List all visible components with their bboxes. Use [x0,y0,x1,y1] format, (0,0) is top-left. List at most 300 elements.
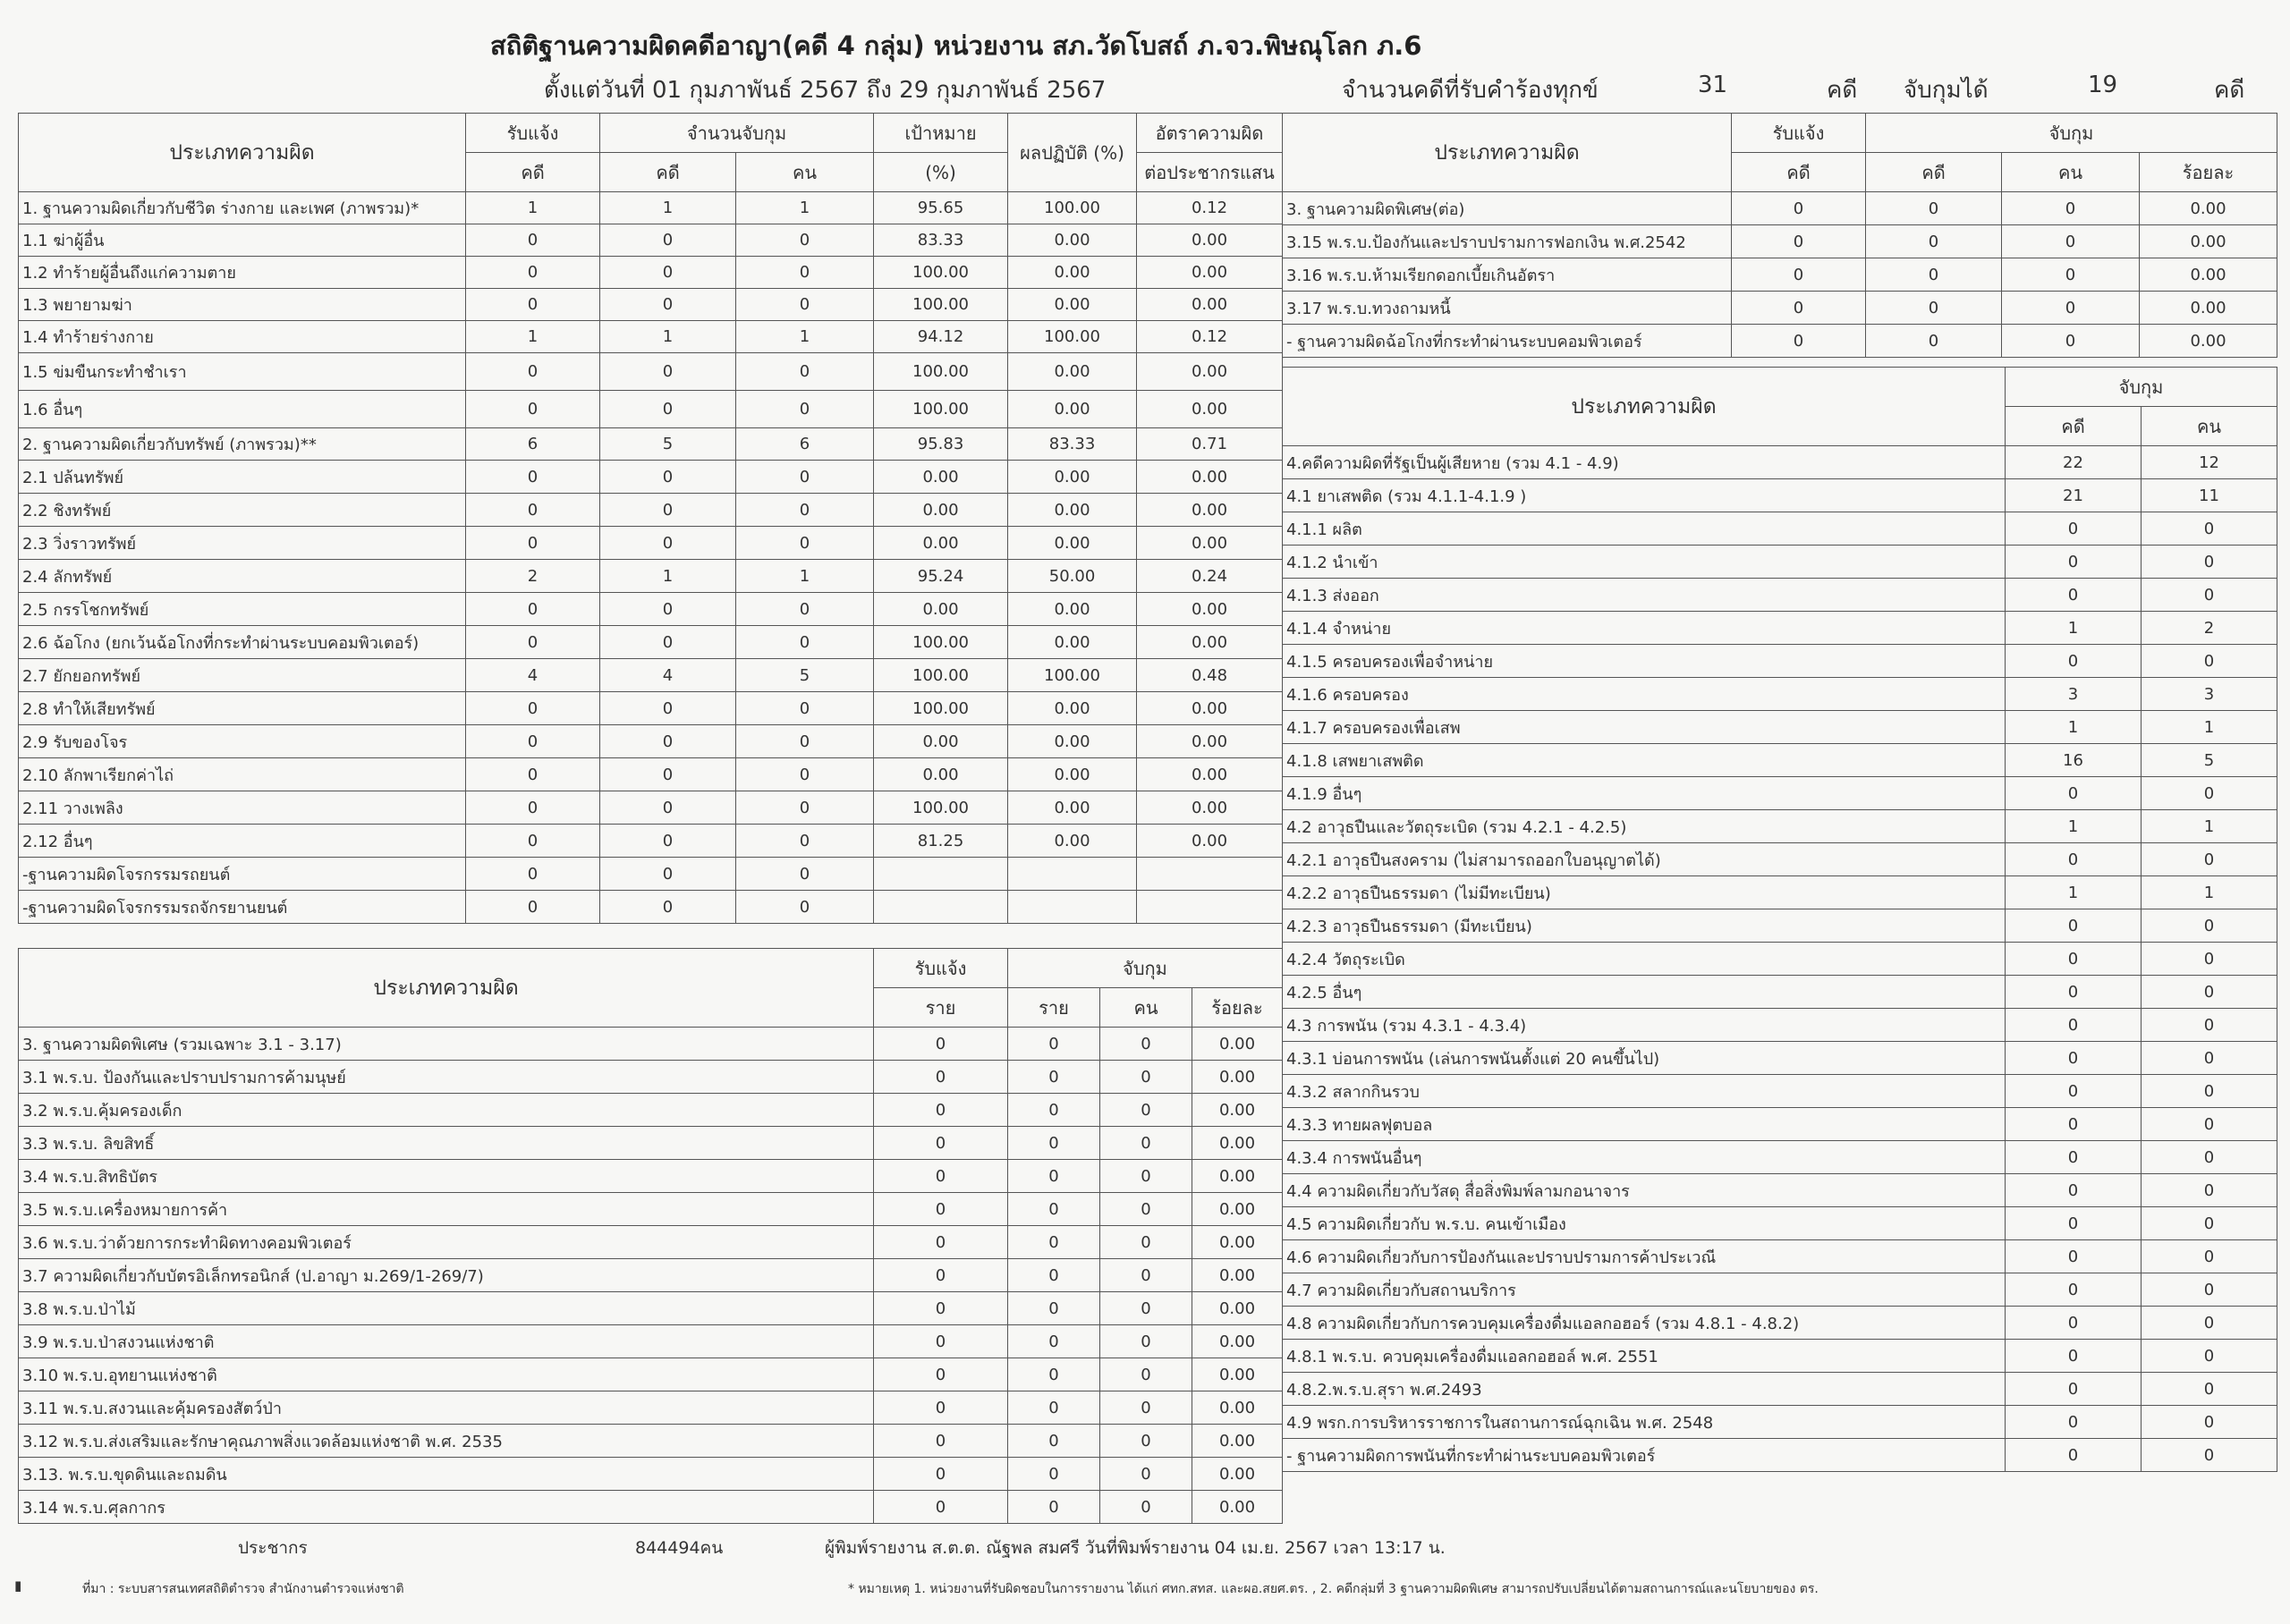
reported-cases-cell: 0 [1732,192,1866,225]
table-row [19,858,1283,891]
arrest-cases-cell: 0 [2006,976,2142,1009]
arrest-cases-cell: 0 [600,527,736,560]
reported-cell: 0 [874,1226,1008,1259]
arrest-cases-cell: 0 [600,494,736,527]
arrest-persons-cell: 0 [1100,1458,1192,1491]
crime-type-cell: 3.16 พ.ร.บ.ห้ามเรียกดอกเบี้ยเกินอัตรา [1283,258,1732,292]
table-row [1283,446,2277,479]
target-pct-cell: 0.00 [874,758,1008,791]
target-pct-cell: 95.65 [874,192,1008,224]
reported-cases-cell: 0 [466,257,600,289]
crime-type-cell: 4.1.7 ครอบครองเพื่อเสพ [1283,711,2006,744]
arrest-cases-cell: 0 [2006,1174,2142,1207]
arrest-cases-cell: 16 [2006,744,2142,777]
arrest-persons-cell: 0 [736,791,874,825]
crime-type-cell: 3.3 พ.ร.บ. ลิขสิทธิ์ [19,1127,874,1160]
t4-header-type: ประเภทความผิด [1283,368,2006,446]
table-row [19,1061,1283,1094]
crime-type-cell: - ฐานความผิดการพนันที่กระทำผ่านระบบคอมพิวเตอร์ [1283,1439,2006,1472]
rate-cell: 0.00 [1137,494,1283,527]
arrest-cell: 0 [1008,1391,1100,1425]
arrest-persons-cell: 0 [2142,1240,2277,1273]
rate-cell [1137,858,1283,891]
reported-cases-cell: 0 [466,289,600,321]
arrest-pct-cell: 0.00 [1192,1491,1283,1524]
crime-type-cell: - ฐานความผิดฉ้อโกงที่กระทำผ่านระบบคอมพิวเตอร์ [1283,325,1732,358]
t3-header-reported: รับแจ้ง [1732,114,1866,153]
t3-sub-person: คน [2002,153,2140,192]
crime-type-cell: 2.11 วางเพลิง [19,791,466,825]
arrest-cases-cell: 1 [600,560,736,593]
table-row [1283,943,2277,976]
t3-header-arrest: จับกุม [1866,114,2277,153]
table-row [19,659,1283,692]
crime-type-cell: 3.7 ความผิดเกี่ยวกับบัตรอิเล็กทรอนิกส์ (ป.อาญา ม.269/1-269/7) [19,1259,874,1292]
crime-type-cell: 4.2.1 อาวุธปืนสงคราม (ไม่สามารถออกใบอนุญาตได้) [1283,843,2006,876]
arrest-persons-cell: 0 [1100,1391,1192,1425]
crime-type-cell: 3. ฐานความผิดพิเศษ (รวมเฉพาะ 3.1 - 3.17) [19,1028,874,1061]
reported-cell: 0 [874,1425,1008,1458]
table-row [1283,909,2277,943]
reported-cell: 0 [874,1061,1008,1094]
footnote: * หมายเหตุ 1. หน่วยงานที่รับผิดชอบในการรายงาน ได้แก่ ศทก.สทส. และผอ.สยศ.ตร. , 2. คดีกลุ่มที่ 3 ฐานความผิดพิเศษ สามารถปรับเปลี่ยนได้ตามสถานการณ์และนโยบายของ ตร. [848,1582,1819,1596]
arrest-cases-cell: 0 [600,692,736,725]
arrest-persons-cell: 0 [2142,1439,2277,1472]
pin-icon: ▮ [14,1577,22,1594]
target-pct-cell: 0.00 [874,593,1008,626]
crime-type-cell: 1.2 ทำร้ายผู้อื่นถึงแก่ความตาย [19,257,466,289]
table-row [1283,258,2277,292]
crime-type-cell: 4.2.3 อาวุธปืนธรรมดา (มีทะเบียน) [1283,909,2006,943]
crime-type-cell: 4.1.5 ครอบครองเพื่อจำหน่าย [1283,645,2006,678]
arrest-cell: 0 [1008,1491,1100,1524]
arrest-pct-cell: 0.00 [2140,325,2277,358]
population-label: ประชากร [238,1538,308,1558]
result-pct-cell: 0.00 [1008,527,1137,560]
arrest-persons-cell: 0 [1100,1127,1192,1160]
arrest-cases-cell: 1 [2006,876,2142,909]
arrest-persons-cell: 0 [1100,1358,1192,1391]
table-row [19,1259,1283,1292]
arrest-persons-cell: 0 [2142,546,2277,579]
arrest-pct-cell: 0.00 [1192,1325,1283,1358]
table-row [19,725,1283,758]
table-row [1283,1042,2277,1075]
table-row [19,321,1283,353]
table-row [1283,1174,2277,1207]
crime-type-cell: 3. ฐานความผิดพิเศษ(ต่อ) [1283,192,1732,225]
arrest-cases-cell: 1 [2006,810,2142,843]
target-pct-cell: 100.00 [874,289,1008,321]
arrest-persons-cell: 0 [2142,1373,2277,1406]
arrest-persons-cell: 0 [1100,1425,1192,1458]
reported-cases-cell: 0 [466,858,600,891]
arrest-cases-cell: 0 [2006,777,2142,810]
arrest-cell: 0 [1008,1160,1100,1193]
arrest-persons-cell: 0 [2142,976,2277,1009]
target-pct-cell: 83.33 [874,224,1008,257]
table-row [1283,292,2277,325]
table-row [1283,1207,2277,1240]
crime-type-cell: 4.2.5 อื่นๆ [1283,976,2006,1009]
result-pct-cell: 0.00 [1008,494,1137,527]
reported-cases-cell: 0 [466,758,600,791]
rate-cell: 0.00 [1137,391,1283,428]
target-pct-cell: 94.12 [874,321,1008,353]
arrest-cases-cell: 22 [2006,446,2142,479]
crime-type-cell: 4.1.9 อื่นๆ [1283,777,2006,810]
arrest-persons-cell: 0 [736,825,874,858]
reported-cases-cell: 0 [1732,292,1866,325]
reported-cell: 0 [874,1325,1008,1358]
table-row [1283,479,2277,512]
crime-type-cell: 3.15 พ.ร.บ.ป้องกันและปราบปรามการฟอกเงิน พ.ศ.2542 [1283,225,1732,258]
table-row [1283,579,2277,612]
crime-type-cell: 4.2 อาวุธปืนและวัตถุระเบิด (รวม 4.2.1 - 4.2.5) [1283,810,2006,843]
rate-cell: 0.00 [1137,353,1283,391]
table-row [19,1028,1283,1061]
arrest-persons-cell: 0 [2142,1207,2277,1240]
arrest-pct-cell: 0.00 [1192,1193,1283,1226]
arrest-persons-cell: 11 [2142,479,2277,512]
arrest-cases-cell: 0 [2006,1207,2142,1240]
target-pct-cell: 100.00 [874,692,1008,725]
table-row [1283,711,2277,744]
crime-type-cell: 4.1.8 เสพยาเสพติด [1283,744,2006,777]
t1-header-type: ประเภทความผิด [19,114,466,192]
t3-header-type: ประเภทความผิด [1283,114,1732,192]
arrest-persons-cell: 0 [1100,1193,1192,1226]
arrest-cases-cell: 0 [1866,258,2002,292]
arrest-persons-cell: 0 [2142,645,2277,678]
result-pct-cell: 0.00 [1008,289,1137,321]
arrest-persons-cell: 5 [736,659,874,692]
table-row [19,428,1283,461]
t4-sub-case: คดี [2006,407,2142,446]
crime-type-cell: 2.1 ปล้นทรัพย์ [19,461,466,494]
crime-type-cell: 4.1.2 นำเข้า [1283,546,2006,579]
arrest-cell: 0 [1008,1193,1100,1226]
arrest-cases-cell: 0 [600,593,736,626]
table-row [19,1226,1283,1259]
crime-type-cell: 3.5 พ.ร.บ.เครื่องหมายการค้า [19,1193,874,1226]
arrest-persons-cell: 0 [736,289,874,321]
arrest-cases-cell: 0 [600,289,736,321]
crime-type-cell: 2.9 รับของโจร [19,725,466,758]
crime-type-cell: 4.1.3 ส่งออก [1283,579,2006,612]
result-pct-cell [1008,858,1137,891]
arrest-cases-cell: 0 [2006,1009,2142,1042]
arrest-cases-cell: 0 [2006,546,2142,579]
arrest-persons-cell: 0 [1100,1061,1192,1094]
arrest-persons-cell: 0 [2142,1009,2277,1042]
rate-cell: 0.00 [1137,692,1283,725]
crime-type-cell: 4.5 ความผิดเกี่ยวกับ พ.ร.บ. คนเข้าเมือง [1283,1207,2006,1240]
crime-type-cell: 3.14 พ.ร.บ.ศุลกากร [19,1491,874,1524]
arrest-persons-cell: 0 [736,527,874,560]
reported-cases-cell: 4 [466,659,600,692]
t3-sub-case: คดี [1866,153,2002,192]
reported-cases-cell: 0 [1732,225,1866,258]
crime-type-cell: 4.6 ความผิดเกี่ยวกับการป้องกันและปราบปรามการค้าประเวณี [1283,1240,2006,1273]
complaints-label: จำนวนคดีที่รับคำร้องทุกข์ [1342,77,1599,104]
table-row [19,1193,1283,1226]
result-pct-cell [1008,891,1137,924]
arrest-persons-cell: 0 [1100,1292,1192,1325]
crime-type-cell: 3.13. พ.ร.บ.ขุดดินและถมดิน [19,1458,874,1491]
rate-cell: 0.12 [1137,192,1283,224]
table-crime-groups-1-2 [18,113,1283,924]
table-row [1283,1373,2277,1406]
arrest-cases-cell: 0 [2006,1406,2142,1439]
complaints-value: 31 [1698,72,1728,98]
table-row [1283,546,2277,579]
crime-type-cell: 2. ฐานความผิดเกี่ยวกับทรัพย์ (ภาพรวม)** [19,428,466,461]
arrest-cases-cell: 1 [2006,612,2142,645]
reported-cases-cell: 0 [1732,258,1866,292]
result-pct-cell: 0.00 [1008,725,1137,758]
crime-type-cell: 3.4 พ.ร.บ.สิทธิบัตร [19,1160,874,1193]
arrest-pct-cell: 0.00 [1192,1425,1283,1458]
table-row [19,1292,1283,1325]
crime-type-cell: 3.6 พ.ร.บ.ว่าด้วยการกระทำผิดทางคอมพิวเตอร์ [19,1226,874,1259]
arrest-pct-cell: 0.00 [2140,292,2277,325]
rate-cell: 0.00 [1137,289,1283,321]
reported-cases-cell: 1 [466,321,600,353]
table-row [19,593,1283,626]
table-row [19,224,1283,257]
arrest-cases-cell: 0 [600,353,736,391]
table-row [1283,777,2277,810]
result-pct-cell: 100.00 [1008,659,1137,692]
crime-type-cell: 4.1.4 จำหน่าย [1283,612,2006,645]
arrest-persons-cell: 0 [2002,192,2140,225]
crime-type-cell: 2.5 กรรโชกทรัพย์ [19,593,466,626]
reported-cases-cell: 0 [466,527,600,560]
arrest-persons-cell: 3 [2142,678,2277,711]
crime-type-cell: 4.2.4 วัตถุระเบิด [1283,943,2006,976]
result-pct-cell: 83.33 [1008,428,1137,461]
reported-cases-cell: 2 [466,560,600,593]
arrest-pct-cell: 0.00 [1192,1061,1283,1094]
arrest-cases-cell: 5 [600,428,736,461]
table-row [1283,1108,2277,1141]
arrest-cases-cell: 4 [600,659,736,692]
arrest-persons-cell: 0 [2142,1075,2277,1108]
table-row [1283,744,2277,777]
t2-sub-raai: ราย [1008,988,1100,1028]
arrest-persons-cell: 0 [2142,843,2277,876]
target-pct-cell: 95.24 [874,560,1008,593]
arrest-pct-cell: 0.00 [1192,1292,1283,1325]
rate-cell: 0.00 [1137,257,1283,289]
target-pct-cell [874,891,1008,924]
arrest-persons-cell: 0 [2002,258,2140,292]
arrest-cell: 0 [1008,1061,1100,1094]
arrest-cell: 0 [1008,1358,1100,1391]
arrest-cell: 0 [1008,1292,1100,1325]
t1-sub-case: คดี [466,153,600,192]
target-pct-cell: 100.00 [874,791,1008,825]
target-pct-cell: 100.00 [874,626,1008,659]
result-pct-cell: 0.00 [1008,593,1137,626]
rate-cell: 0.00 [1137,224,1283,257]
arrest-persons-cell: 5 [2142,744,2277,777]
crime-type-cell: 4.3.2 สลากกินรวบ [1283,1075,2006,1108]
crime-type-cell: 2.10 ลักพาเรียกค่าไถ่ [19,758,466,791]
arrest-persons-cell: 0 [2142,1042,2277,1075]
arrest-cell: 0 [1008,1226,1100,1259]
table-row [1283,1340,2277,1373]
table-row [1283,1406,2277,1439]
arrest-cases-cell: 0 [600,825,736,858]
t3-sub-pct: ร้อยละ [2140,153,2277,192]
rate-cell: 0.00 [1137,461,1283,494]
t1-header-result: ผลปฏิบัติ (%) [1008,114,1137,192]
arrest-persons-cell: 0 [736,891,874,924]
reported-cases-cell: 0 [466,891,600,924]
reported-cases-cell: 0 [466,725,600,758]
arrest-persons-cell: 0 [1100,1094,1192,1127]
reported-cases-cell: 0 [466,391,600,428]
arrest-persons-cell: 6 [736,428,874,461]
arrest-cases-cell: 0 [2006,1042,2142,1075]
table-row [1283,612,2277,645]
arrest-persons-cell: 0 [2002,292,2140,325]
table-row [19,626,1283,659]
target-pct-cell: 81.25 [874,825,1008,858]
arrest-persons-cell: 1 [2142,711,2277,744]
result-pct-cell: 0.00 [1008,461,1137,494]
table-row [19,1391,1283,1425]
arrest-persons-cell: 1 [736,192,874,224]
arrest-persons-cell: 0 [736,461,874,494]
t1-sub-case: คดี [600,153,736,192]
table-row [1283,1273,2277,1307]
target-pct-cell: 0.00 [874,725,1008,758]
arrest-cases-cell: 0 [1866,292,2002,325]
arrest-pct-cell: 0.00 [1192,1127,1283,1160]
reported-cases-cell: 0 [1732,325,1866,358]
arrest-cell: 0 [1008,1325,1100,1358]
table-row [1283,1009,2277,1042]
arrest-pct-cell: 0.00 [1192,1259,1283,1292]
arrest-persons-cell: 1 [2142,810,2277,843]
rate-cell: 0.00 [1137,626,1283,659]
arrest-persons-cell: 0 [2142,579,2277,612]
arrest-cases-cell: 0 [2006,645,2142,678]
arrest-cases-cell: 0 [2006,1439,2142,1472]
rate-cell: 0.00 [1137,791,1283,825]
crime-type-cell: 2.7 ยักยอกทรัพย์ [19,659,466,692]
crime-type-cell: 4.คดีความผิดที่รัฐเป็นผู้เสียหาย (รวม 4.1 - 4.9) [1283,446,2006,479]
table-row [1283,1141,2277,1174]
arrest-cases-cell: 0 [2006,1273,2142,1307]
result-pct-cell: 0.00 [1008,224,1137,257]
reported-cases-cell: 6 [466,428,600,461]
arrest-persons-cell: 0 [1100,1028,1192,1061]
rate-cell: 0.00 [1137,758,1283,791]
target-pct-cell: 100.00 [874,353,1008,391]
table-row [1283,192,2277,225]
arrest-pct-cell: 0.00 [1192,1458,1283,1491]
arrest-cell: 0 [1008,1425,1100,1458]
arrest-cell: 0 [1008,1458,1100,1491]
arrest-persons-cell: 0 [2142,1141,2277,1174]
arrest-cases-cell: 0 [2006,1108,2142,1141]
arrest-cases-cell: 0 [600,758,736,791]
table-row [19,1425,1283,1458]
table-row [1283,876,2277,909]
arrest-cases-cell: 0 [2006,909,2142,943]
arrest-persons-cell: 0 [736,391,874,428]
result-pct-cell: 50.00 [1008,560,1137,593]
arrest-cases-cell: 0 [2006,1373,2142,1406]
reported-cell: 0 [874,1259,1008,1292]
t1-sub-person: คน [736,153,874,192]
arrest-persons-cell: 2 [2142,612,2277,645]
arrest-cases-cell: 0 [600,257,736,289]
reported-cases-cell: 0 [466,593,600,626]
report-period: ตั้งแต่วันที่ 01 กุมภาพันธ์ 2567 ถึง 29 กุมภาพันธ์ 2567 [544,77,1107,104]
crime-type-cell: 4.3 การพนัน (รวม 4.3.1 - 4.3.4) [1283,1009,2006,1042]
arrest-cases-cell: 0 [2006,1141,2142,1174]
arrest-persons-cell: 0 [2142,943,2277,976]
table-row [19,494,1283,527]
arrest-persons-cell: 0 [1100,1259,1192,1292]
crime-type-cell: 1.4 ทำร้ายร่างกาย [19,321,466,353]
table-row [19,527,1283,560]
t1-sub-rate: ต่อประชากรแสน [1137,153,1283,192]
table-special-crimes-continued [1282,113,2277,358]
arrest-persons-cell: 12 [2142,446,2277,479]
t2-sub-pct: ร้อยละ [1192,988,1283,1028]
arrest-persons-cell: 0 [736,494,874,527]
arrest-cases-cell: 0 [2006,843,2142,876]
rate-cell: 0.00 [1137,527,1283,560]
arrest-persons-cell: 0 [736,725,874,758]
rate-cell: 0.12 [1137,321,1283,353]
table-row [1283,325,2277,358]
t4-sub-person: คน [2142,407,2277,446]
crime-type-cell: 3.9 พ.ร.บ.ป่าสงวนแห่งชาติ [19,1325,874,1358]
crime-type-cell: 2.3 วิ่งราวทรัพย์ [19,527,466,560]
target-pct-cell: 95.83 [874,428,1008,461]
arrest-persons-cell: 0 [736,593,874,626]
result-pct-cell: 0.00 [1008,391,1137,428]
printer-info: ผู้พิมพ์รายงาน ส.ต.ต. ณัฐพล สมศรี วันที่พิมพ์รายงาน 04 เม.ย. 2567 เวลา 13:17 น. [825,1538,1446,1558]
arrest-persons-cell: 0 [2142,1406,2277,1439]
arrest-persons-cell: 0 [1100,1226,1192,1259]
reported-cases-cell: 0 [466,626,600,659]
crime-type-cell: 3.1 พ.ร.บ. ป้องกันและปราบปรามการค้ามนุษย์ [19,1061,874,1094]
arrest-pct-cell: 0.00 [1192,1358,1283,1391]
reported-cell: 0 [874,1358,1008,1391]
arrest-cases-cell: 0 [2006,1340,2142,1373]
target-pct-cell [874,858,1008,891]
t1-header-reported: รับแจ้ง [466,114,600,153]
crime-type-cell: 1.1 ฆ่าผู้อื่น [19,224,466,257]
arrest-persons-cell: 0 [736,257,874,289]
table-row [1283,512,2277,546]
crime-type-cell: 4.7 ความผิดเกี่ยวกับสถานบริการ [1283,1273,2006,1307]
reported-cell: 0 [874,1160,1008,1193]
table-row [19,1160,1283,1193]
reported-cases-cell: 0 [466,825,600,858]
crime-type-cell: 4.3.1 บ่อนการพนัน (เล่นการพนันตั้งแต่ 20 คนขึ้นไป) [1283,1042,2006,1075]
arrest-persons-cell: 0 [2142,1340,2277,1373]
table-row [19,758,1283,791]
